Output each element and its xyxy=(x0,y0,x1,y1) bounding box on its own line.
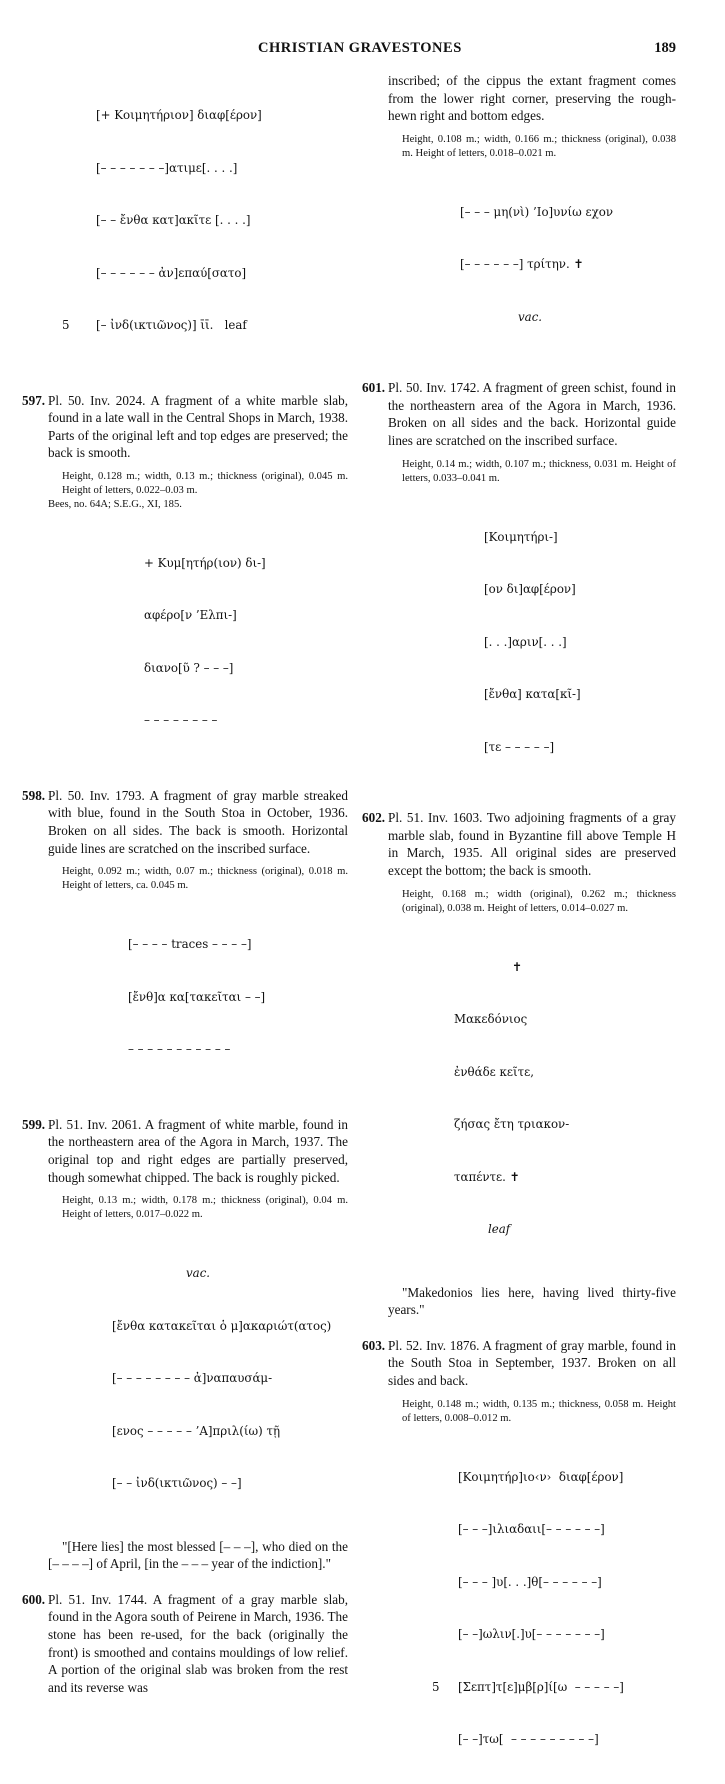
insc-line-text: [– ἰνδ(ικτιῶνος)] ῑῑ. leaf xyxy=(96,318,247,332)
insc-line: – – – – – – – – – – – xyxy=(128,1042,231,1057)
inscription-599 xyxy=(48,1230,348,1528)
right-column xyxy=(362,72,676,1784)
insc-line: [Κοιμητήρι-] xyxy=(484,529,558,544)
insc-line: ἐνθάδε κεῖτε, xyxy=(454,1064,535,1079)
entry-600-dimensions: Height, 0.108 m.; width, 0.166 m.; thickness (original), 0.038 m. Height of letters, 0.018–0.021 m. xyxy=(402,133,676,159)
entry-603 xyxy=(362,1337,676,1390)
entry-603-dimensions: Height, 0.148 m.; width, 0.135 m.; thickness, 0.058 m. Height of letters, 0.008–0.012 m. xyxy=(402,1398,676,1424)
entry-text: Pl. 51. Inv. 2061. A fragment of white marble, found in the northeastern area of the Agora in March, 1937. The original top and right edges are partially preserved, though somewhat chipped. The back is roughly picked. xyxy=(48,1116,348,1185)
insc-line: [ἔνθα κατακεῖται ὁ μ]ακαριώτ(ατος) xyxy=(112,1318,332,1333)
insc-line xyxy=(62,317,348,335)
entry-number: 601. xyxy=(362,380,386,396)
entry-602-dimensions: Height, 0.168 m.; width (original), 0.262 m.; thickness (original), 0.038 m. Height of letters, 0.014–0.027 m. xyxy=(402,888,676,914)
entry-number: 600. xyxy=(22,1591,46,1607)
insc-line: [– –]ωλιν[.]υ[– – – – – – –] xyxy=(458,1627,605,1641)
insc-line: [ἔνθα] κατα[κῖ-] xyxy=(484,687,581,702)
entry-text: Pl. 51. Inv. 1603. Two adjoining fragments of a gray marble slab, found in Byzantine fill above Temple H in March, 1935. All original sides are preserved except the bottom; the back is smooth. xyxy=(388,810,676,878)
insc-line: [– – ἰνδ(ικτιῶνος) – –] xyxy=(112,1476,242,1491)
cross-icon: ✝ xyxy=(512,959,522,974)
page-number: 189 xyxy=(654,40,676,56)
translation-599: "[Here lies] the most blessed [– – –], who died on the [– – – –] of April, [in the – – – year of the indiction]." xyxy=(48,1538,348,1572)
insc-line: [+ Κοιμητήριον] διαφ[έρον] xyxy=(96,108,262,122)
entry-text: Pl. 50. Inv. 1742. A fragment of green schist, found in the northeastern area of the Agora in March, 1936. Broken on all sides and the back. Horizontal guide lines are scratched on the inscribed surface. xyxy=(388,380,676,449)
insc-line: [– – – – traces – – – –] xyxy=(128,937,252,952)
insc-line: [– – – – – – –]ατιμε[. . . .] xyxy=(96,160,238,175)
insc-line: [– – – μη(νὶ) ’Ιο]υνίω εχον xyxy=(460,204,614,219)
inscription-597 xyxy=(48,520,348,765)
entry-599 xyxy=(22,1116,348,1186)
inscription-600 xyxy=(388,169,676,362)
insc-line xyxy=(432,1679,676,1697)
running-title: CHRISTIAN GRAVESTONES xyxy=(258,40,462,56)
page-header xyxy=(48,40,676,62)
insc-line: [ἔνθ]α κα[τακεῖται – –] xyxy=(128,989,266,1004)
entry-597-dimensions: Height, 0.128 m.; width, 0.13 m.; thickness (original), 0.045 m. Height of letters, 0.022–0.03 m. xyxy=(62,470,348,496)
entry-number: 602. xyxy=(362,810,386,826)
entry-597 xyxy=(22,392,348,462)
inscription-601 xyxy=(388,494,676,792)
insc-vac: vac. xyxy=(186,1266,211,1281)
entry-601-dimensions: Height, 0.14 m.; width, 0.107 m.; thickness, 0.031 m. Height of letters, 0.033–0.041 m. xyxy=(402,458,676,484)
entry-600-continued: inscribed; of the cippus the extant fragment comes from the lower right corner, preserving the rough-hewn right and bottom edges. xyxy=(388,73,676,124)
entry-number: 599. xyxy=(22,1116,46,1132)
entry-600 xyxy=(22,1591,348,1697)
entry-598 xyxy=(22,787,348,857)
inscription-602 xyxy=(388,924,676,1274)
entry-number: 597. xyxy=(22,392,46,408)
insc-line: [. . .]αριν[. . .] xyxy=(484,634,567,649)
entry-602 xyxy=(362,809,676,879)
insc-line: [ενος – – – – – ’Α]πριλ(ίω) τῇ xyxy=(112,1423,281,1438)
entry-text: Pl. 51. Inv. 1744. A fragment of a gray marble slab, found in the Agora south of Peirene in March, 1936. The stone has been re-used, for the back (originally the front) is smoothed and contains mouldings of low relief. A portion of the original slab was broken from the rest and its reverse was xyxy=(48,1591,348,1695)
insc-line: [– – ἔνθα κατ]ακῖτε [. . . .] xyxy=(96,213,251,227)
entry-text: Pl. 50. Inv. 2024. A fragment of a white marble slab, found in a late wall in the Central Shops in March, 1938. Parts of the original left and top edges are preserved; the back is smooth. xyxy=(48,392,348,461)
left-column xyxy=(22,72,348,1696)
insc-line: ταπέντε. ✝ xyxy=(454,1169,520,1184)
insc-line: [ον δι]αφ[έρον] xyxy=(484,582,576,597)
insc-line: αφέρο[ν ’Ελπι-] xyxy=(144,608,237,623)
insc-vac: vac. xyxy=(518,309,543,324)
insc-line: Μακεδόνιος xyxy=(454,1012,528,1027)
entry-text: Pl. 50. Inv. 1793. A fragment of gray marble streaked with blue, found in the South Stoa in October, 1936. Broken on all sides. The back is smooth. Horizontal guide lines are scratched on the inscribed surface. xyxy=(48,787,348,856)
line-number: 5 xyxy=(62,318,70,332)
translation-602: "Makedonios lies here, having lived thirty-five years." xyxy=(388,1284,676,1318)
inscription-596-cont xyxy=(48,72,348,370)
insc-line: [τε – – – – –] xyxy=(484,739,555,754)
insc-line: [– – – – – – – – ἀ]ναπαυσάμ- xyxy=(112,1371,273,1386)
insc-line: [Κοιμητήρ]ιο‹ν› διαφ[έρον] xyxy=(458,1469,624,1484)
entry-601 xyxy=(362,379,676,449)
insc-line: διανο[ῦ ? – – –] xyxy=(144,660,234,675)
entry-number: 603. xyxy=(362,1337,386,1353)
insc-line: ζήσας ἔτη τριακον- xyxy=(454,1117,570,1132)
entry-597-bibliography: Bees, no. 64A; S.E.G., XI, 185. xyxy=(48,498,182,510)
inscription-598 xyxy=(48,901,348,1094)
insc-line: [– –]τω[ – – – – – – – – –] xyxy=(458,1732,599,1746)
insc-line-text: [Σεπτ]τ[ε]μβ[ρ]ί[ω – – – – –] xyxy=(458,1679,624,1694)
entry-text: Pl. 52. Inv. 1876. A fragment of gray marble, found in the South Stoa in September, 1937. Broken on all sides and back. xyxy=(388,1337,676,1388)
entry-number: 598. xyxy=(22,787,46,803)
insc-line: [– – – – – – ἀν]επαύ[σατο] xyxy=(96,265,247,280)
line-number: 5 xyxy=(432,1679,440,1694)
entry-599-dimensions: Height, 0.13 m.; width, 0.178 m.; thickness (original), 0.04 m. Height of letters, 0.017–0.022 m. xyxy=(62,1195,348,1221)
insc-line: [– – – ]υ[. . .]θ[– – – – – –] xyxy=(458,1574,602,1589)
insc-line: – – – – – – – – xyxy=(144,713,218,728)
insc-line: [– – –]ιλιαδαιι[– – – – – –] xyxy=(458,1522,605,1536)
entry-598-dimensions: Height, 0.092 m.; width, 0.07 m.; thickness (original), 0.018 m. Height of letters, ca. 0.045 m. xyxy=(62,866,348,892)
inscription-603 xyxy=(388,1434,676,1784)
insc-line: + Κυμ[ητήρ(ιον) δι-] xyxy=(144,555,266,570)
leaf-icon: leaf xyxy=(488,1222,511,1237)
insc-line: [– – – – – –] τρίτην. ✝ xyxy=(460,257,584,272)
